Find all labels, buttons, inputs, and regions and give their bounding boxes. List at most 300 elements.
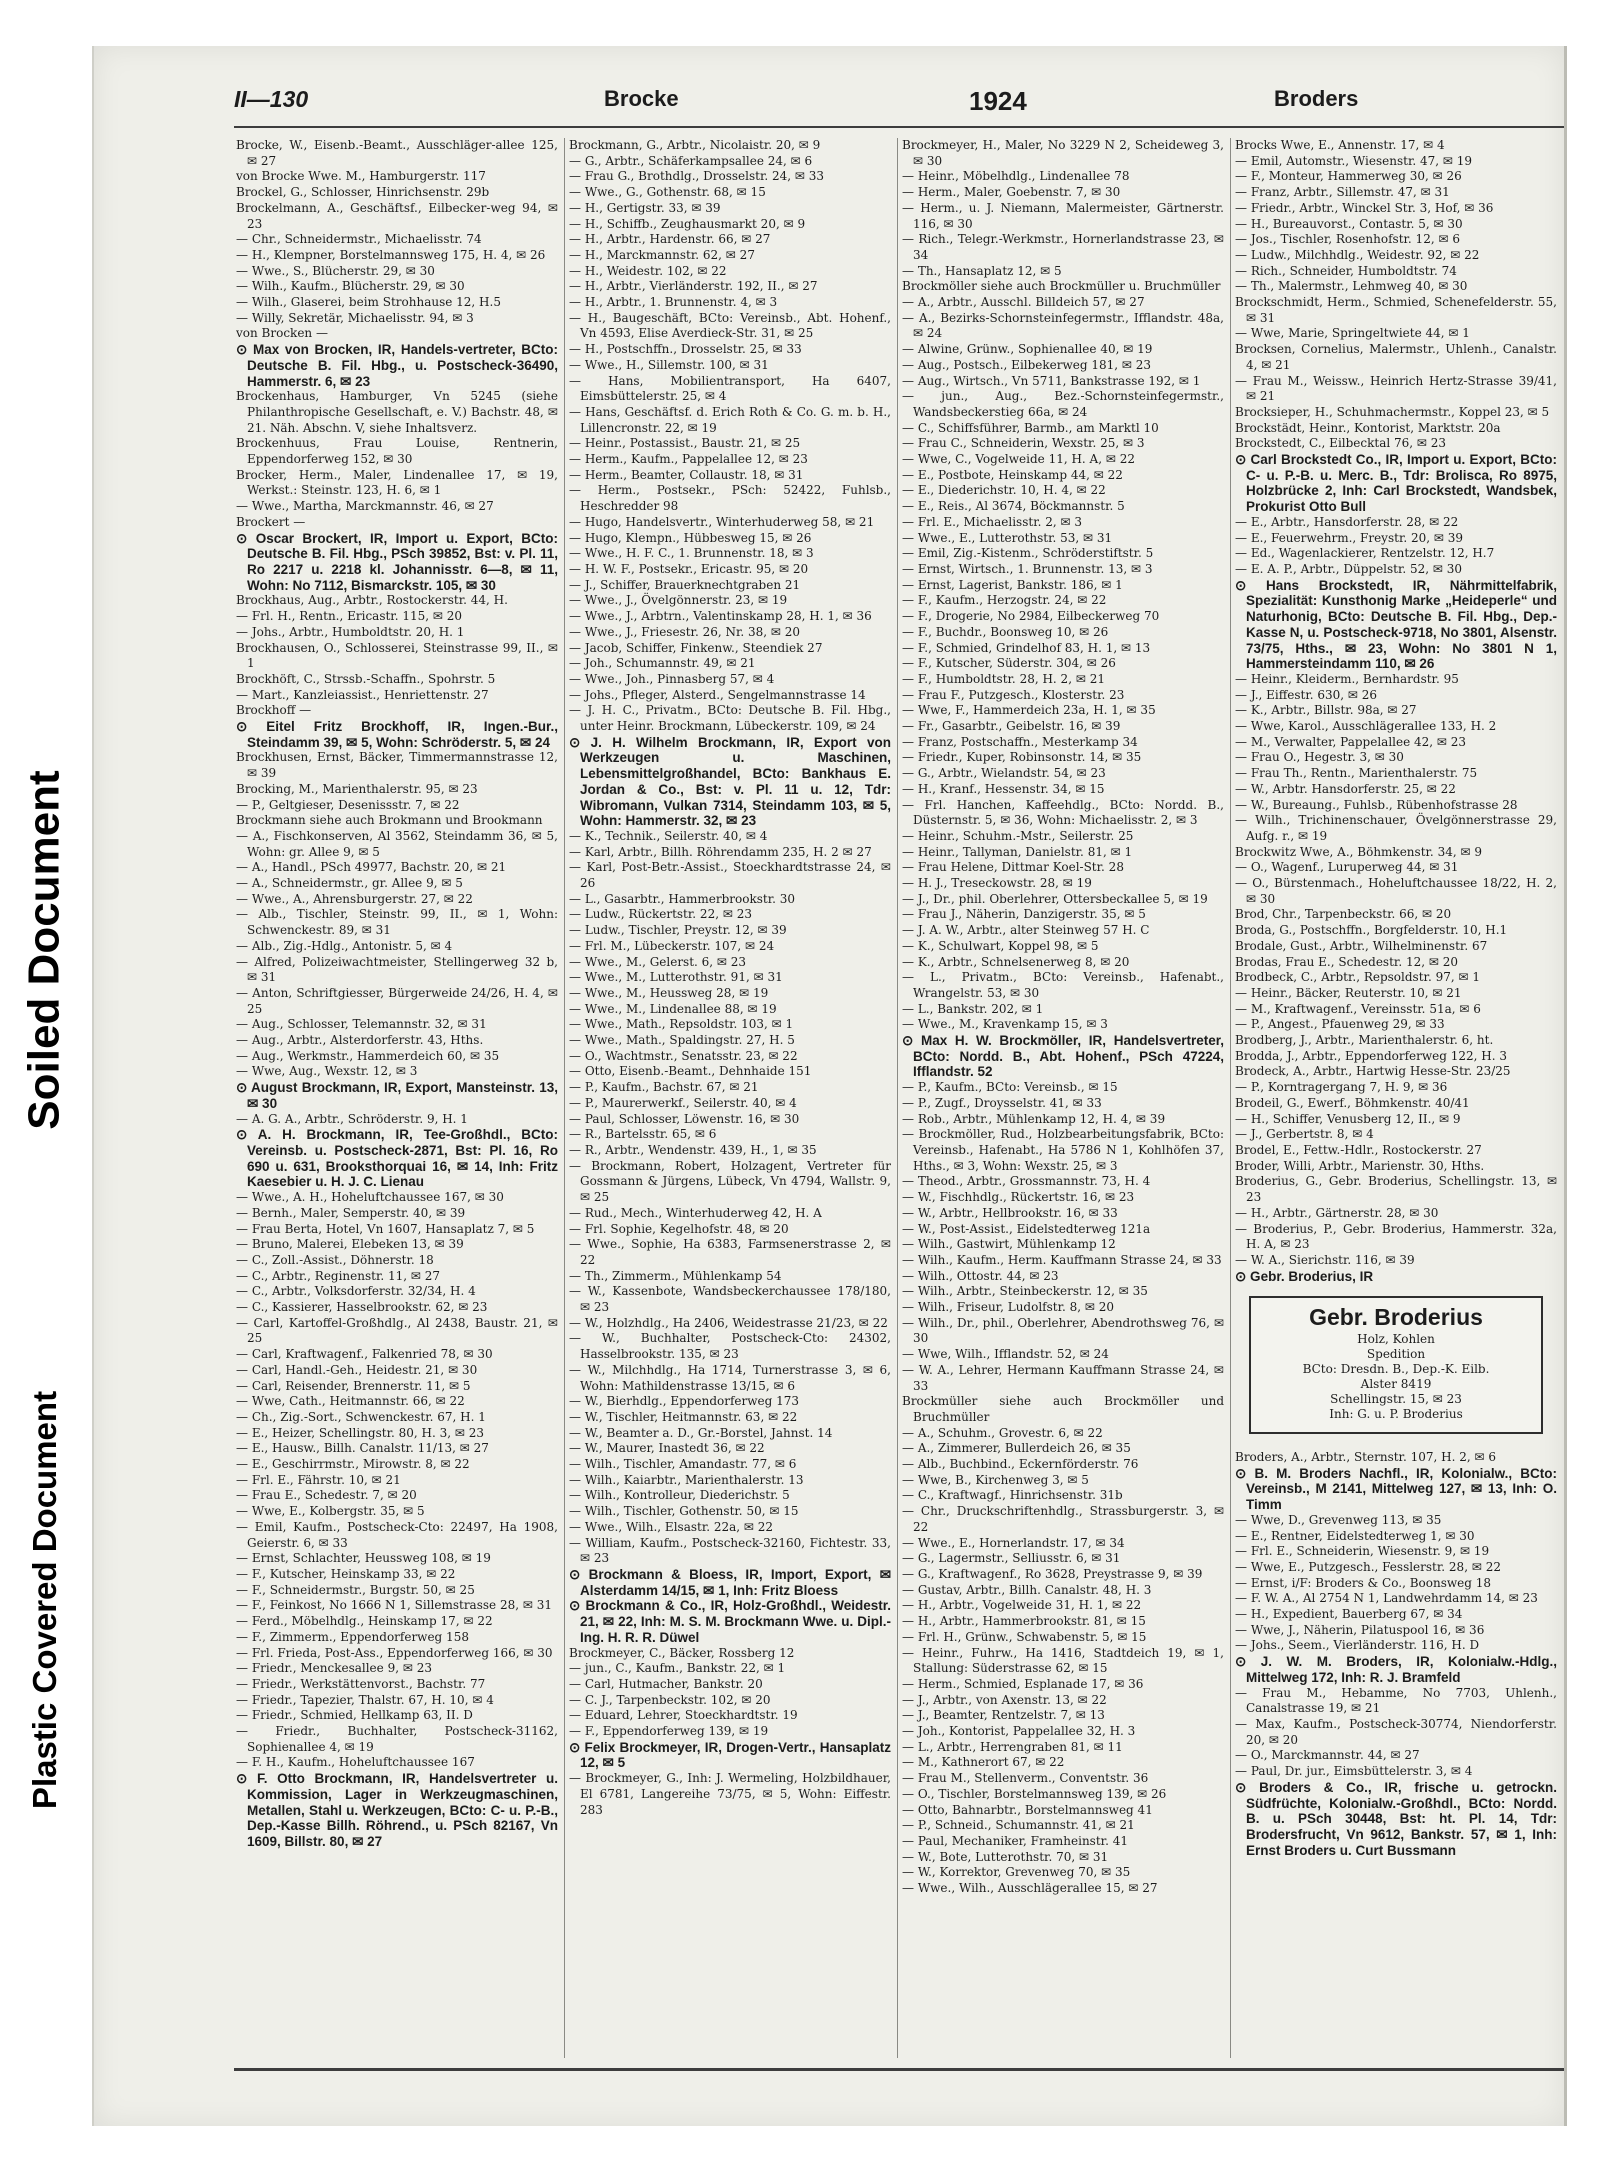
directory-entry: Broda, G., Postschffn., Borgfelderstr. 10, H.1 <box>1235 923 1508 938</box>
directory-entry: — Wwe., G., Gothenstr. 68, ✉ 15 <box>569 185 766 200</box>
soiled-document-text: Soiled Document <box>20 770 69 1130</box>
directory-entry: — C., Kassierer, Hasselbrookstr. 62, ✉ 23 <box>236 1300 488 1315</box>
directory-entry: — Herm., Beamter, Collaustr. 18, ✉ 31 <box>569 467 804 482</box>
header-year: 1924 <box>969 86 1027 116</box>
directory-entry: — Paul, Dr. jur., Eimsbüttelerstr. 3, ✉ 4 <box>1235 1764 1473 1779</box>
directory-entry: — H., Arbtr., 1. Brunnenstr. 4, ✉ 3 <box>569 295 778 310</box>
directory-entry: — Friedr., Tapezier, Thalstr. 67, H. 10, ✉ 4 <box>236 1692 494 1707</box>
directory-entry: — F., Eppendorferweg 139, ✉ 19 <box>569 1724 769 1739</box>
directory-entry: — Wwe., M., Gelerst. 6, ✉ 23 <box>569 954 747 969</box>
directory-entry: — Herm., u. J. Niemann, Malermeister, Gärtnerstr. 116, ✉ 30 <box>902 200 1224 231</box>
directory-entry: — G., Kraftwagenf., Ro 3628, Preystrasse 9, ✉ 39 <box>902 1566 1203 1581</box>
directory-entry: Broders, A., Arbtr., Sternstr. 107, H. 2, ✉ 6 <box>1235 1450 1496 1465</box>
directory-entry: — Wwe., J., Övelgönnerstr. 23, ✉ 19 <box>569 593 788 608</box>
directory-entry: Brockmöller siehe auch Brockmüller u. Bruchmüller <box>902 279 1221 294</box>
advertisement-line: Inh: G. u. P. Broderius <box>1329 1407 1463 1422</box>
directory-entry: Brockwitz Wwe, A., Böhmkenstr. 34, ✉ 9 <box>1235 844 1482 859</box>
directory-entry: — Wwe, E., Putzgesch., Fesslerstr. 28, ✉ 22 <box>1235 1559 1501 1574</box>
advertisement-title: Gebr. Broderius <box>1309 1304 1483 1331</box>
directory-entry: — Max, Kaufm., Postscheck-30774, Niendorferstr. 20, ✉ 20 <box>1235 1716 1557 1747</box>
header-last-word: Broders <box>1274 86 1359 111</box>
directory-entry: — R., Bartelsstr. 65, ✉ 6 <box>569 1127 717 1142</box>
directory-entry: — Alb., Zig.-Hdlg., Antonistr. 5, ✉ 4 <box>236 938 453 953</box>
directory-entry: — Frau F., Putzgesch., Klosterstr. 23 <box>902 687 1125 702</box>
directory-entry: — H., Weidestr. 102, ✉ 22 <box>569 263 727 278</box>
directory-entry: — H., Schiffb., Zeughausmarkt 20, ✉ 9 <box>569 216 806 231</box>
directory-entry: — Wwe., A. H., Hoheluftchaussee 167, ✉ 30 <box>236 1190 504 1205</box>
directory-entry: — H. J., Treseckowstr. 28, ✉ 19 <box>902 876 1092 891</box>
directory-entry: — Wwe, E., Kolbergstr. 35, ✉ 5 <box>236 1504 425 1519</box>
directory-entry: ⊙ Brockmann & Co., IR, Holz-Großhdl., Weidestr. 21, ✉ 22, Inh: M. S. M. Brockmann Wwe. u. Dipl.-Ing. H. R. R. Düwel <box>569 1598 891 1645</box>
directory-entry: — Wilh., Kaiarbtr., Marienthalerstr. 13 <box>569 1472 804 1487</box>
directory-entry: — Gustav, Arbtr., Billh. Canalstr. 48, H. 3 <box>902 1582 1152 1597</box>
directory-entry: — W. A., Sierichstr. 116, ✉ 39 <box>1235 1252 1415 1267</box>
directory-entry: — W., Buchhalter, Postscheck-Cto: 24302, Hasselbrookstr. 135, ✉ 23 <box>569 1331 891 1362</box>
directory-entry: — Frl. E., Fährstr. 10, ✉ 21 <box>236 1472 401 1487</box>
directory-entry: — Otto, Eisenb.-Beamt., Dehnhaide 151 <box>569 1064 812 1079</box>
directory-entry: Brockstädt, Heinr., Kontorist, Marktstr. 20a <box>1235 420 1501 435</box>
directory-entry: — W. A., Lehrer, Hermann Kauffmann Strasse 24, ✉ 33 <box>902 1362 1224 1393</box>
column-3 <box>902 138 1224 2058</box>
directory-entry: — L., Arbtr., Herrengraben 81, ✉ 11 <box>902 1739 1123 1754</box>
directory-entry: — P., Geltgieser, Desenissstr. 7, ✉ 22 <box>236 797 460 812</box>
directory-entry: — Heinr., Postassist., Baustr. 21, ✉ 25 <box>569 436 801 451</box>
directory-entry: — A. G. A., Arbtr., Schröderstr. 9, H. 1 <box>236 1111 468 1126</box>
directory-entry: — Wwe., M., Heussweg 28, ✉ 19 <box>569 985 769 1000</box>
directory-entry: — Ludw., Rückertstr. 22, ✉ 23 <box>569 907 752 922</box>
directory-entry: Brockmann siehe auch Brokmann und Brookmann <box>236 813 543 828</box>
directory-entry: — Rob., Arbtr., Mühlenkamp 12, H. 4, ✉ 39 <box>902 1111 1166 1126</box>
directory-entry: — M., Kathnerort 67, ✉ 22 <box>902 1755 1065 1770</box>
directory-entry: — Hans, Mobilientransport, Ha 6407, Eimsbüttelerstr. 25, ✉ 4 <box>569 373 891 404</box>
directory-entry: — Wwe, Marie, Springeltwiete 44, ✉ 1 <box>1235 326 1470 341</box>
directory-entry: — O., Wagenf., Luruperweg 44, ✉ 31 <box>1235 860 1459 875</box>
directory-entry: Brod, Chr., Tarpenbeckstr. 66, ✉ 20 <box>1235 907 1452 922</box>
directory-entry: — E., Reis., Al 3674, Böckmannstr. 5 <box>902 499 1125 514</box>
directory-entry: — Frau Berta, Hotel, Vn 1607, Hansaplatz 7, ✉ 5 <box>236 1221 535 1236</box>
directory-entry: — Friedr., Werkstättenvorst., Bachstr. 77 <box>236 1676 486 1691</box>
directory-entry: Brockel, G., Schlosser, Hinrichsenstr. 29b <box>236 185 490 200</box>
directory-entry: — Heinr., Möbelhdlg., Lindenallee 78 <box>902 169 1130 184</box>
directory-entry: — F., Schneidermstr., Burgstr. 50, ✉ 25 <box>236 1582 475 1597</box>
directory-entry: — H., Arbtr., Hardenstr. 66, ✉ 27 <box>569 232 771 247</box>
directory-entry: — Wwe, J., Näherin, Pilatuspool 16, ✉ 36 <box>1235 1622 1485 1637</box>
directory-entry: — F. H., Kaufm., Hoheluftchaussee 167 <box>236 1755 475 1770</box>
directory-entry: — Ferd., Möbelhdlg., Heinskamp 17, ✉ 22 <box>236 1614 493 1629</box>
advertisement-box <box>1249 1296 1543 1434</box>
directory-entry: — Carl, Handl.-Geh., Heidestr. 21, ✉ 30 <box>236 1362 478 1377</box>
directory-entry: — Carl, Reisender, Brennerstr. 11, ✉ 5 <box>236 1378 471 1393</box>
directory-entry: — Wwe., M., Kravenkamp 15, ✉ 3 <box>902 1017 1108 1032</box>
directory-entry: — Fr., Gasarbtr., Geibelstr. 16, ✉ 39 <box>902 719 1121 734</box>
directory-entry: — Alb., Buchbind., Eckernförderstr. 76 <box>902 1457 1139 1472</box>
directory-entry: — E. A. P., Arbtr., Düppelstr. 52, ✉ 30 <box>1235 561 1463 576</box>
advertisement-line: Holz, Kohlen <box>1357 1332 1435 1347</box>
directory-entry: — Frl. H., Rentn., Ericastr. 115, ✉ 20 <box>236 609 463 624</box>
directory-entry: ⊙ J. H. Wilhelm Brockmann, IR, Export von Werkzeugen u. Maschinen, Lebensmittelgroßhandel, BCto: Bankhaus E. Jordan & Co., Bst: v. Pl. 11 u. 12, Tdr: Wibromann, Vulkan 7314, Steindamm 103, ✉ 5, Wohn: Hammerstr. 32, ✉ 23 <box>569 734 891 829</box>
directory-entry: — Wilh., Trichinenschauer, Övelgönnerstrasse 29, Aufg. r., ✉ 19 <box>1235 813 1557 843</box>
directory-entry: — Wwe., Sophie, Ha 6383, Farmsenerstrasse 2, ✉ 22 <box>569 1237 891 1267</box>
directory-entry: Brockenhuus, Frau Louise, Rentnerin, Eppendorferweg 152, ✉ 30 <box>236 436 558 467</box>
directory-entry: Brockenhaus, Hamburger, Vn 5245 (siehe Philanthropische Gesellschaft, e. V.) Bachstr. 48, ✉ 21. Näh. Abschn. V, siehe Inhaltsverz. <box>236 389 558 435</box>
directory-entry: — H., Arbtr., Gärtnerstr. 28, ✉ 30 <box>1235 1205 1439 1220</box>
directory-entry: — H., Klempner, Borstelmannsweg 175, H. 4, ✉ 26 <box>236 247 546 262</box>
directory-entry: — A., Arbtr., Ausschl. Billdeich 57, ✉ 27 <box>902 295 1145 310</box>
directory-entry: Brodbeck, C., Arbtr., Repsoldstr. 97, ✉ 1 <box>1235 970 1480 985</box>
directory-entry: ⊙ Felix Brockmeyer, IR, Drogen-Vertr., Hansaplatz 12, ✉ 5 <box>569 1739 891 1771</box>
directory-entry: — W., Arbtr. Hansdorferstr. 25, ✉ 22 <box>1235 781 1456 796</box>
directory-entry: — Joh., Schumannstr. 49, ✉ 21 <box>569 656 756 671</box>
directory-entry: — C. J., Tarpenbeckstr. 102, ✉ 20 <box>569 1692 771 1707</box>
directory-entry: — L., Bankstr. 202, ✉ 1 <box>902 1001 1044 1016</box>
directory-entry: — Wwe., E., Hornerlandstr. 17, ✉ 34 <box>902 1535 1125 1550</box>
directory-entry: — Wwe., Wilh., Ausschlägerallee 15, ✉ 27 <box>902 1881 1158 1896</box>
directory-entry: — Bernh., Maler, Semperstr. 40, ✉ 39 <box>236 1205 466 1220</box>
directory-entry: — Eduard, Lehrer, Stoeckhardtstr. 19 <box>569 1708 798 1723</box>
directory-entry: — Ernst, Wirtsch., 1. Brunnenstr. 13, ✉ 3 <box>902 561 1153 576</box>
directory-entry: — F., Buchdr., Boonsweg 10, ✉ 26 <box>902 624 1109 639</box>
directory-entry: — F., Kaufm., Herzogstr. 24, ✉ 22 <box>902 593 1107 608</box>
directory-entry: — W., Bote, Lutterothstr. 70, ✉ 31 <box>902 1849 1109 1864</box>
directory-entry: — Wwe., Math., Spaldingstr. 27, H. 5 <box>569 1033 795 1048</box>
column-4 <box>1235 138 1557 2058</box>
directory-entry: — Bruno, Malerei, Elebeken 13, ✉ 39 <box>236 1237 464 1252</box>
directory-entry: — Aug., Schlosser, Telemannstr. 32, ✉ 31 <box>236 1017 487 1032</box>
directory-entry: ⊙ Brockmann & Bloess, IR, Import, Export, ✉ Alsterdamm 14/15, ✉ 1, Inh: Fritz Bloess <box>569 1566 891 1598</box>
header-first-word: Brocke <box>604 86 679 111</box>
directory-entry: Brockhusen, Ernst, Bäcker, Timmermannstrasse 12, ✉ 39 <box>236 750 558 781</box>
page-number: II—130 <box>234 86 309 112</box>
directory-entry: — F., Drogerie, No 2984, Eilbeckerweg 70 <box>902 609 1160 624</box>
directory-entry: — C., Arbtr., Reginenstr. 11, ✉ 27 <box>236 1268 441 1283</box>
directory-entry: — A., Schneidermstr., gr. Allee 9, ✉ 5 <box>236 876 463 891</box>
directory-entry: — Emil, Automstr., Wiesenstr. 47, ✉ 19 <box>1235 153 1473 168</box>
directory-entry: Brocker, Herm., Maler, Lindenallee 17, ✉ 19, Werkst.: Steinstr. 123, H. 6, ✉ 1 <box>236 467 558 498</box>
directory-entry: — Wwe., S., Blücherstr. 29, ✉ 30 <box>236 263 435 278</box>
directory-entry: — C., Kraftwagf., Hinrichsenstr. 31b <box>902 1488 1123 1503</box>
directory-entry: ⊙ Oscar Brockert, IR, Import u. Export, BCto: Deutsche B. Fil. Hbg., PSch 39852, Bst: v. Pl. 11, Ro 2217 u. 2218 kl. Johannisstr. 6—8, ✉ 11, Wohn: No 7112, Bismarckstr. 105, ✉ 30 <box>236 530 558 593</box>
directory-entry: — Carl, Kartoffel-Großhdlg., Al 2438, Baustr. 21, ✉ 25 <box>236 1315 558 1346</box>
header-rule <box>234 126 1564 128</box>
directory-entry: — K., Schulwart, Koppel 98, ✉ 5 <box>902 938 1099 953</box>
directory-entry: Brockmüller siehe auch Brockmöller und Bruchmüller <box>902 1394 1224 1424</box>
directory-entry: — Chr., Schneidermstr., Michaelisstr. 74 <box>236 232 482 247</box>
directory-entry: Brodberg, J., Arbtr., Marienthalerstr. 6, ht. <box>1235 1033 1494 1048</box>
directory-entry: — F., Kutscher, Süderstr. 304, ✉ 26 <box>902 656 1116 671</box>
directory-entry: — E., Postbote, Heinskamp 44, ✉ 22 <box>902 467 1123 482</box>
directory-entry: — Ludw., Milchhdlg., Weidestr. 92, ✉ 22 <box>1235 247 1480 262</box>
directory-entry: — Wwe., M., Lindenallee 88, ✉ 19 <box>569 1001 777 1016</box>
directory-entry: — Ed., Wagenlackierer, Rentzelstr. 12, H.7 <box>1235 546 1495 561</box>
directory-entry: — Paul, Schlosser, Löwenstr. 16, ✉ 30 <box>569 1111 800 1126</box>
directory-entry: — Alfred, Polizeiwachtmeister, Stellingerweg 32 b, ✉ 31 <box>236 954 558 985</box>
directory-entry: Brockmann, G., Arbtr., Nicolaistr. 20, ✉ 9 <box>569 138 821 152</box>
directory-entry: — E., Feuerwehrm., Freystr. 20, ✉ 39 <box>1235 530 1464 545</box>
directory-entry: — O., Bürstenmach., Hoheluftchaussee 18/22, H. 2, ✉ 30 <box>1235 876 1557 906</box>
directory-entry: — Wwe., A., Ahrensburgerstr. 27, ✉ 22 <box>236 891 473 906</box>
directory-entry: — Brockmeyer, G., Inh: J. Wermeling, Holzbildhauer, El 6781, Langereihe 73/75, ✉ 5, Wohn: Eiffestr. 283 <box>569 1771 891 1817</box>
directory-entry: — Rud., Mech., Winterhuderweg 42, H. A <box>569 1205 822 1220</box>
directory-entry: Brodeck, A., Arbtr., Hartwig Hesse-Str. 23/25 <box>1235 1064 1511 1079</box>
directory-entry: — Wilh., Kontrolleur, Diederichstr. 5 <box>569 1488 790 1503</box>
directory-entry: — Wwe., J., Arbtrn., Valentinskamp 28, H. 1, ✉ 36 <box>569 609 872 624</box>
directory-entry: — P., Zugf., Droysselstr. 41, ✉ 33 <box>902 1095 1102 1110</box>
directory-entry: — H., Marckmannstr. 62, ✉ 27 <box>569 247 755 262</box>
directory-entry: — Herm., Kaufm., Pappelallee 12, ✉ 23 <box>569 452 808 467</box>
directory-entry: ⊙ Carl Brockstedt Co., IR, Import u. Export, BCto: C- u. P.-B. u. Merc. B., Tdr: Brolisca, Ro 8975, Holzbrücke 2, Inh: Carl Brockstedt, Wandsbek, Prokurist Otto Bull <box>1235 452 1557 515</box>
directory-entry: — Th., Malermstr., Lehmweg 40, ✉ 30 <box>1235 279 1468 294</box>
directory-entry: ⊙ J. W. M. Broders, IR, Kolonialw.-Hdlg., Mittelweg 172, Inh: R. J. Bramfeld <box>1235 1654 1557 1685</box>
directory-entry: — R., Arbtr., Wendenstr. 439, H., 1, ✉ 35 <box>569 1143 817 1157</box>
directory-entry: — P., Kaufm., BCto: Vereinsb., ✉ 15 <box>902 1080 1118 1095</box>
directory-entry: — Th., Hansaplatz 12, ✉ 5 <box>902 263 1062 278</box>
advertisement-line: BCto: Dresdn. B., Dep.-K. Eilb. <box>1302 1362 1490 1377</box>
directory-entry: — C., Schiffsführer, Barmb., am Marktl 10 <box>902 420 1159 435</box>
directory-entry: — Frau G., Brothdlg., Drosselstr. 24, ✉ 33 <box>569 169 825 184</box>
directory-entry: — Friedr., Arbtr., Winckel Str. 3, Hof, ✉ 36 <box>1235 200 1494 215</box>
advertisement-line: Spedition <box>1366 1347 1426 1362</box>
plastic-covered-text: Plastic Covered Document <box>26 1390 63 1810</box>
directory-entry: von Brocke Wwe. M., Hamburgerstr. 117 <box>236 169 486 184</box>
directory-entry: — W., Beamter a. D., Gr.-Borstel, Jahnst. 14 <box>569 1425 833 1440</box>
directory-entry: Brockschmidt, Herm., Schmied, Schenefelderstr. 55, ✉ 31 <box>1235 295 1557 325</box>
directory-entry: — E., Hausw., Billh. Canalstr. 11/13, ✉ 27 <box>236 1441 489 1456</box>
directory-entry: Brockert — <box>236 514 306 529</box>
directory-entry: — Ludw., Tischler, Preystr. 12, ✉ 39 <box>569 923 787 938</box>
directory-entry: — Johs., Pfleger, Alsterd., Sengelmannstrasse 14 <box>569 687 866 702</box>
directory-entry: — Herm., Schmied, Esplanade 17, ✉ 36 <box>902 1676 1144 1691</box>
directory-entry: — Frau O., Hegestr. 3, ✉ 30 <box>1235 750 1404 765</box>
directory-entry: — J. A. W., Arbtr., alter Steinweg 57 H. C <box>902 923 1150 938</box>
directory-entry: — A., Handl., PSch 49977, Bachstr. 20, ✉ 21 <box>236 860 507 875</box>
directory-entry: — F., Zimmerm., Eppendorferweg 158 <box>236 1629 469 1644</box>
advertisement-line: Alster 8419 <box>1360 1377 1432 1392</box>
directory-entry: — Frl. Hanchen, Kaffeehdlg., BCto: Nordd. B., Düsternstr. 5, ✉ 36, Wohn: Michaelisstr. 2, ✉ 3 <box>902 797 1224 828</box>
directory-entry: — Wwe, Aug., Wexstr. 12, ✉ 3 <box>236 1064 418 1079</box>
directory-entry: — Rich., Telegr.-Werkmstr., Hornerlandstrasse 23, ✉ 34 <box>902 232 1224 262</box>
directory-entry: — Hugo, Klempn., Hübbesweg 15, ✉ 26 <box>569 530 812 545</box>
directory-entry: — Herm., Postsekr., PSch: 52422, Fuhlsb., Heschredder 98 <box>569 483 891 514</box>
directory-entry: — Frl. M., Lübeckerstr. 107, ✉ 24 <box>569 938 775 953</box>
directory-entry: — W., Arbtr., Hellbrookstr. 16, ✉ 33 <box>902 1205 1118 1220</box>
directory-entry: — A., Fischkonserven, Al 3562, Steindamm 36, ✉ 5, Wohn: gr. Allee 9, ✉ 5 <box>236 828 558 859</box>
directory-entry: — H., Arbtr., Vogelweide 31, H. 1, ✉ 22 <box>902 1598 1142 1613</box>
directory-entry: — F., Monteur, Hammerweg 30, ✉ 26 <box>1235 169 1462 184</box>
directory-entry: — G., Arbtr., Wielandstr. 54, ✉ 23 <box>902 766 1106 781</box>
directory-entry: — Wilh., Tischler, Amandastr. 77, ✉ 6 <box>569 1457 797 1472</box>
directory-entry: — Frau J., Näherin, Danzigerstr. 35, ✉ 5 <box>902 907 1146 922</box>
directory-entry: — F., Schmied, Grindelhof 83, H. 1, ✉ 13 <box>902 640 1151 655</box>
directory-entry: — W., Bureaung., Fuhlsb., Rübenhofstrasse 28 <box>1235 797 1518 812</box>
directory-entry: — K., Arbtr., Schnelsenerweg 8, ✉ 20 <box>902 954 1130 969</box>
directory-entry: — Willy, Sekretär, Michaelisstr. 94, ✉ 3 <box>236 310 474 325</box>
directory-entry: Brockhaus, Aug., Arbtr., Rostockerstr. 44, H. <box>236 593 508 608</box>
directory-entry: — Karl, Post-Betr.-Assist., Stoeckhardtstrasse 24, ✉ 26 <box>569 860 891 891</box>
directory-entry: — Aug., Postsch., Eilbekerweg 181, ✉ 23 <box>902 357 1152 372</box>
directory-entry: — E., Arbtr., Hansdorferstr. 28, ✉ 22 <box>1235 514 1459 529</box>
directory-entry: — Wilh., Kaufm., Blücherstr. 29, ✉ 30 <box>236 279 465 294</box>
directory-entry: — H., Bureauvorst., Contastr. 5, ✉ 30 <box>1235 216 1463 231</box>
directory-entry: — W., Post-Assist., Eidelstedterweg 121a <box>902 1221 1151 1236</box>
directory-entry: — Ch., Zig.-Sort., Schwenckestr. 67, H. 1 <box>236 1409 486 1424</box>
directory-entry: Broder, Willi, Arbtr., Marienstr. 30, Hths. <box>1235 1158 1485 1173</box>
directory-entry: — E., Geschirrmstr., Mirowstr. 8, ✉ 22 <box>236 1457 470 1472</box>
directory-entry: — P., Kaufm., Bachstr. 67, ✉ 21 <box>569 1080 759 1095</box>
directory-entry: — Frl. E., Michaelisstr. 2, ✉ 3 <box>902 514 1083 529</box>
directory-entry: ⊙ Eitel Fritz Brockhoff, IR, Ingen.-Bur., Steindamm 39, ✉ 5, Wohn: Schröderstr. 5, ✉ 24 <box>236 719 558 750</box>
directory-entry: — Heinr., Schuhm.-Mstr., Seilerstr. 25 <box>902 828 1134 843</box>
directory-entry: — Heinr., Kleiderm., Bernhardstr. 95 <box>1235 671 1459 686</box>
directory-entry: Brockmeyer, C., Bäcker, Rossberg 12 <box>569 1645 795 1660</box>
column-divider <box>1230 138 1231 2058</box>
directory-entry: Brockhoff — <box>236 703 312 718</box>
directory-entry: — Wilh., Dr., phil., Oberlehrer, Abendrothsweg 76, ✉ 30 <box>902 1315 1224 1346</box>
directory-entry: Brockstedt, C., Eilbecktal 76, ✉ 23 <box>1235 436 1447 451</box>
directory-entry: — Wilh., Gastwirt, Mühlenkamp 12 <box>902 1237 1116 1252</box>
directory-entry: — Wwe., H. F. C., 1. Brunnenstr. 18, ✉ 3 <box>569 546 814 561</box>
directory-entry: — Herm., Maler, Goebenstr. 7, ✉ 30 <box>902 185 1121 200</box>
directory-entry: — Aug., Wirtsch., Vn 5711, Bankstrasse 192, ✉ 1 <box>902 373 1201 388</box>
directory-entry: — Heinr., Bäcker, Reuterstr. 10, ✉ 21 <box>1235 985 1462 1000</box>
directory-entry: — A., Bezirks-Schornsteinfegermstr., Ifflandstr. 48a, ✉ 24 <box>902 310 1224 341</box>
directory-entry: — F., Humboldtstr. 28, H. 2, ✉ 21 <box>902 671 1105 686</box>
directory-entry: — Friedr., Buchhalter, Postscheck-31162, Sophienallee 4, ✉ 19 <box>236 1724 558 1754</box>
directory-entry: ⊙ B. M. Broders Nachfl., IR, Kolonialw., BCto: Vereinsb., M 2141, Mittelweg 127, ✉ 13, Inh: O. Timm <box>1235 1465 1557 1513</box>
page-header <box>234 78 1564 122</box>
directory-entry: — P., Korntragergang 7, H. 9, ✉ 36 <box>1235 1080 1448 1095</box>
directory-entry: — Frl. E., Schneiderin, Wiesenstr. 9, ✉ 19 <box>1235 1544 1490 1559</box>
directory-entry: Brodas, Frau E., Schedestr. 12, ✉ 20 <box>1235 954 1458 969</box>
directory-entry: — Wwe, D., Grevenweg 113, ✉ 35 <box>1235 1512 1442 1527</box>
directory-entry: — F. W. A., Al 2754 N 1, Landwehrdamm 14, ✉ 23 <box>1235 1591 1538 1606</box>
directory-entry: — J. H. C., Privatm., BCto: Deutsche B. Fil. Hbg., unter Heinr. Brockmann, Lübeckerstr. 109, ✉ 24 <box>569 703 891 734</box>
directory-entry: — Ernst, Schlachter, Heussweg 108, ✉ 19 <box>236 1551 491 1566</box>
directory-entry: ⊙ Hans Brockstedt, IR, Nährmittelfabrik, Spezialität: Kunsthonig Marke „Heideperle“ und Naturhonig, BCto: Deutsche B. Fil. Hbg., Dep.-Kasse N, u. Postscheck-9718, No 3801, Alsenstr. 73/75, Hths., ✉ 23, Wohn: No 3801 N 1, Hammersteindamm 110, ✉ 26 <box>1235 577 1557 672</box>
directory-entry: — O., Tischler, Borstelmannsweg 139, ✉ 26 <box>902 1786 1167 1801</box>
directory-entry: Brodale, Gust., Arbtr., Wilhelminenstr. 67 <box>1235 938 1488 953</box>
directory-entry: — K., Technik., Seilerstr. 40, ✉ 4 <box>569 828 768 843</box>
directory-entry: — Mart., Kanzleiassist., Henriettenstr. 27 <box>236 687 489 702</box>
directory-entry: — Frau Helene, Dittmar Koel-Str. 28 <box>902 860 1124 875</box>
directory-entry: — Anton, Schriftgiesser, Bürgerweide 24/26, H. 4, ✉ 25 <box>236 985 558 1016</box>
directory-entry: — M., Verwalter, Pappelallee 42, ✉ 23 <box>1235 734 1467 749</box>
directory-entry: — Wwe, Karol., Ausschlägerallee 133, H. 2 <box>1235 719 1497 734</box>
directory-entry: — L., Gasarbtr., Hammerbrookstr. 30 <box>569 891 796 906</box>
directory-entry: — Carl, Kraftwagenf., Falkenried 78, ✉ 30 <box>236 1347 493 1362</box>
directory-entry: — H., Expedient, Bauerberg 67, ✉ 34 <box>1235 1607 1463 1622</box>
directory-entry: — Rich., Schneider, Humboldtstr. 74 <box>1235 263 1457 278</box>
directory-entry: — Th., Zimmerm., Mühlenkamp 54 <box>569 1268 782 1283</box>
directory-entry: — William, Kaufm., Postscheck-32160, Fichtestr. 33, ✉ 23 <box>569 1535 891 1566</box>
directory-entry: — L., Privatm., BCto: Vereinsb., Hafenabt., Wrangelstr. 53, ✉ 30 <box>902 970 1224 1000</box>
directory-entry: ⊙ August Brockmann, IR, Export, Mansteinstr. 13, ✉ 30 <box>236 1080 558 1111</box>
directory-entry: — W., Milchhdlg., Ha 1714, Turnerstrasse 3, ✉ 6, Wohn: Mathildenstrasse 13/15, ✉ 6 <box>569 1362 891 1393</box>
directory-entry: Brocksen, Cornelius, Malermstr., Uhlenh., Canalstr. 4, ✉ 21 <box>1235 342 1557 372</box>
directory-entry: — W., Holzhdlg., Ha 2406, Weidestrasse 21/23, ✉ 22 <box>569 1315 888 1330</box>
directory-entry: — Wwe, Wilh., Ifflandstr. 52, ✉ 24 <box>902 1347 1109 1362</box>
directory-entry: — Karl, Arbtr., Billh. Röhrendamm 235, H. 2 ✉ 27 <box>569 844 872 859</box>
directory-entry: Broderius, G., Gebr. Broderius, Schellingstr. 13, ✉ 23 <box>1235 1174 1557 1205</box>
directory-entry: ⊙ F. Otto Brockmann, IR, Handelsvertreter u. Kommission, Lager in Werkzeugmaschinen, Metallen, Stahl u. Werkzeugen, BCto: C- u. P.-B., Dep.-Kasse Billh. Röhrend., u. PSch 82167, Vn 1609, Billstr. 80, ✉ 27 <box>236 1771 558 1849</box>
directory-entry: Brodel, E., Fettw.-Hdlr., Rostockerstr. 27 <box>1235 1143 1482 1157</box>
directory-entry: — A., Schuhm., Grovestr. 6, ✉ 22 <box>902 1425 1103 1440</box>
directory-entry: — H., Kranf., Hessenstr. 34, ✉ 15 <box>902 781 1105 796</box>
directory-entry: — Wwe, Cath., Heitmannstr. 66, ✉ 22 <box>236 1394 465 1409</box>
directory-entry: — Friedr., Schmied, Hellkamp 63, II. D <box>236 1708 473 1723</box>
directory-entry: — jun., C., Kaufm., Bankstr. 22, ✉ 1 <box>569 1661 786 1676</box>
directory-entry: — Hans, Geschäftsf. d. Erich Roth & Co. G. m. b. H., Lillencronstr. 22, ✉ 19 <box>569 404 891 435</box>
directory-entry: — Paul, Mechaniker, Framheinstr. 41 <box>902 1833 1128 1848</box>
directory-entry: — Wwe, B., Kirchenweg 3, ✉ 5 <box>902 1472 1089 1487</box>
directory-entry: — Wilh., Glaserei, beim Strohhause 12, H.5 <box>236 295 501 310</box>
directory-entry: — Friedr., Menckesallee 9, ✉ 23 <box>236 1661 432 1676</box>
directory-entry: — E., Diederichstr. 10, H. 4, ✉ 22 <box>902 483 1106 498</box>
directory-entry: — P., Maurerwerkf., Seilerstr. 40, ✉ 4 <box>569 1095 797 1110</box>
directory-entry: — Wwe., H., Sillemstr. 100, ✉ 31 <box>569 357 769 372</box>
directory-entry: — W., Fischhdlg., Rückertstr. 16, ✉ 23 <box>902 1190 1135 1205</box>
directory-entry: — C., Arbtr., Volksdorferstr. 32/34, H. 4 <box>236 1284 476 1299</box>
directory-entry: — Wilh., Kaufm., Herm. Kauffmann Strasse 24, ✉ 33 <box>902 1252 1222 1267</box>
directory-entry: — Frau E., Schedestr. 7, ✉ 20 <box>236 1488 417 1503</box>
directory-entry: Brodeil, G., Ewerf., Böhmkenstr. 40/41 <box>1235 1095 1470 1110</box>
directory-entry: — Franz, Arbtr., Sillemstr. 47, ✉ 31 <box>1235 185 1450 200</box>
directory-entry: — J., Eiffestr. 630, ✉ 26 <box>1235 687 1378 702</box>
column-divider <box>564 138 565 2058</box>
directory-entry: — Brockmann, Robert, Holzagent, Vertreter für Gossmann & Jürgens, Lübeck, Vn 4794, Wallstr. 9, ✉ 25 <box>569 1158 891 1205</box>
directory-entry: — Frau M., Weissw., Heinrich Hertz-Strasse 39/41, ✉ 21 <box>1235 373 1557 404</box>
directory-entry: — Heinr., Tallyman, Danielstr. 81, ✉ 1 <box>902 844 1133 859</box>
directory-entry: — Ernst, Lagerist, Bankstr. 186, ✉ 1 <box>902 577 1123 592</box>
directory-entry: — Alb., Tischler, Steinstr. 99, II., ✉ 1, Wohn: Schwenckestr. 89, ✉ 31 <box>236 907 558 938</box>
directory-entry: — Friedr., Kuper, Robinsonstr. 14, ✉ 35 <box>902 750 1142 765</box>
directory-entry: — W., Korrektor, Grevenweg 70, ✉ 35 <box>902 1865 1131 1880</box>
directory-entry: — Wwe., Joh., Pinnasberg 57, ✉ 4 <box>569 671 775 686</box>
directory-entry: — Wwe, C., Vogelweide 11, H. A, ✉ 22 <box>902 452 1135 467</box>
directory-entry: — C., Zoll.-Assist., Döhnerstr. 18 <box>236 1252 434 1267</box>
directory-entry: — W., Maurer, Inastedt 36, ✉ 22 <box>569 1441 765 1456</box>
directory-entry: — Ernst, i/F: Broders & Co., Boonsweg 18 <box>1235 1575 1491 1590</box>
directory-entry: Brockhausen, O., Schlosserei, Steinstrasse 99, II., ✉ 1 <box>236 640 558 671</box>
directory-entry: ⊙ Gebr. Broderius, IR <box>1235 1268 1374 1284</box>
directory-entry: — Brockmöller, Rud., Holzbearbeitungsfabrik, BCto: Vereinsb., Hafenabt., Ha 5786 N 1, Kohlhöfen 37, Hths., ✉ 3, Wohn: Wexstr. 25, ✉ 3 <box>902 1127 1224 1173</box>
directory-entry: ⊙ A. H. Brockmann, IR, Tee-Großhdl., BCto: Vereinsb. u. Postscheck-2871, Bst: Pl. 16, Ro 690 u. 631, Brooksthorquai 16, ✉ 14, Inh: Fritz Kaesebier u. H. J. C. Lienau <box>236 1127 558 1190</box>
directory-entry: — W., Bierhdlg., Eppendorferweg 173 <box>569 1394 800 1409</box>
directory-entry: — Alwine, Grünw., Sophienallee 40, ✉ 19 <box>902 342 1153 357</box>
directory-entry: — O., Marckmannstr. 44, ✉ 27 <box>1235 1748 1420 1763</box>
directory-entry: — Wilh., Arbtr., Steinbeckerstr. 12, ✉ 35 <box>902 1284 1148 1299</box>
directory-entry: — Wilh., Friseur, Ludolfstr. 8, ✉ 20 <box>902 1300 1115 1315</box>
directory-entry: — F., Kutscher, Heinskamp 33, ✉ 22 <box>236 1566 456 1581</box>
directory-entry: — Frl. Sophie, Kegelhofstr. 48, ✉ 20 <box>569 1221 789 1236</box>
directory-entry: — J., Beamter, Rentzelstr. 7, ✉ 13 <box>902 1708 1105 1723</box>
directory-entry: — Wwe, F., Hammerdeich 23a, H. 1, ✉ 35 <box>902 703 1156 718</box>
directory-entry: — Aug., Arbtr., Alsterdorferstr. 43, Hths. <box>236 1033 484 1048</box>
directory-entry: Brockmeyer, H., Maler, No 3229 N 2, Scheideweg 3, ✉ 30 <box>902 138 1224 168</box>
directory-entry: — G., Lagermstr., Selliusstr. 6, ✉ 31 <box>902 1551 1121 1566</box>
directory-entry: — E., Rentner, Eidelstedterweg 1, ✉ 30 <box>1235 1528 1475 1543</box>
directory-entry: — Wwe., E., Lutterothstr. 53, ✉ 31 <box>902 530 1113 545</box>
directory-entry: — Wilh., Tischler, Gothenstr. 50, ✉ 15 <box>569 1504 799 1519</box>
column-1 <box>236 138 558 2058</box>
directory-entry: — Hugo, Handelsvertr., Winterhuderweg 58, ✉ 21 <box>569 514 875 529</box>
directory-entry: — J., Arbtr., von Axenstr. 13, ✉ 22 <box>902 1692 1107 1707</box>
directory-entry: — Johs., Arbtr., Humboldtstr. 20, H. 1 <box>236 624 465 639</box>
directory-entry: — Wwe., J., Friesestr. 26, Nr. 38, ✉ 20 <box>569 624 801 639</box>
directory-entry: — P., Angest., Pfauenweg 29, ✉ 33 <box>1235 1017 1445 1032</box>
column-2 <box>569 138 891 2058</box>
directory-entry: — G., Arbtr., Schäferkampsallee 24, ✉ 6 <box>569 153 813 168</box>
directory-entry: — Frau Th., Rentn., Marienthalerstr. 75 <box>1235 766 1478 781</box>
